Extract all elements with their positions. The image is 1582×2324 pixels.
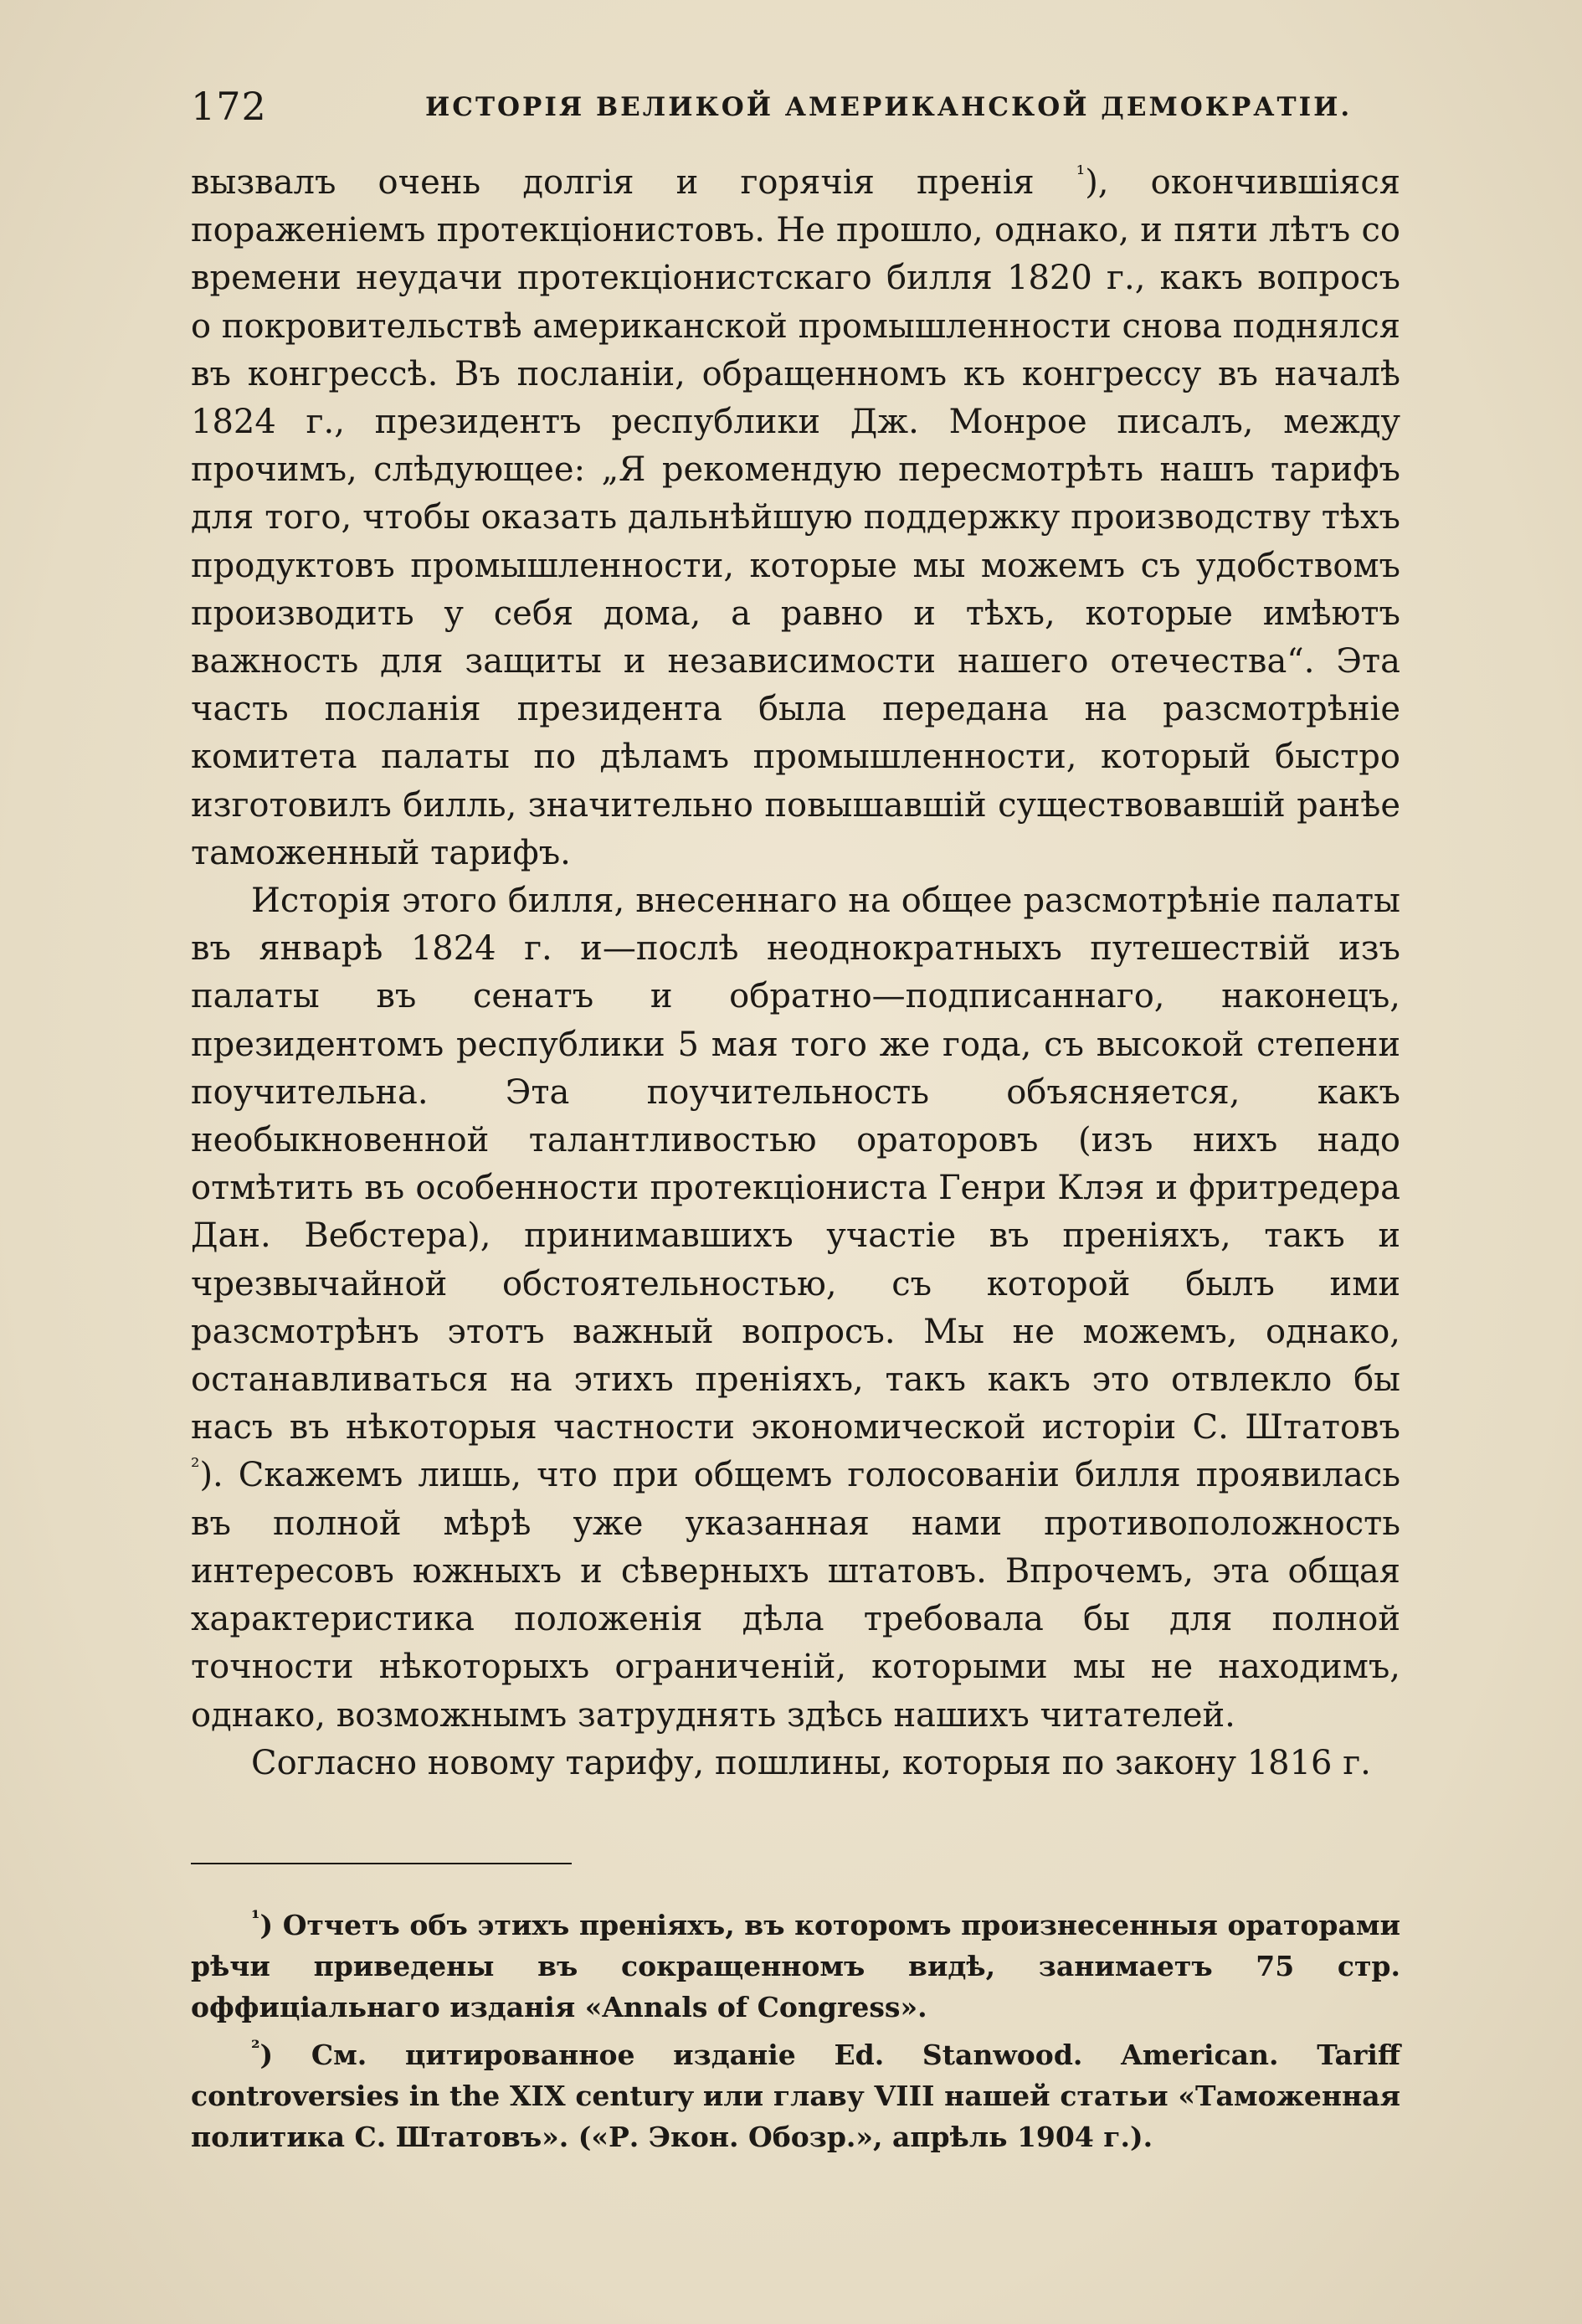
paragraph	[191, 1740, 1400, 1787]
footnote	[191, 1905, 1400, 2028]
footnotes	[191, 1905, 1400, 2164]
footnote-mark: ¹	[251, 1905, 260, 1930]
footnote-text: ) См. цитированное изданіе Ed. Stanwood. American. Tariff controversies in the XIX century или главу VIII нашей статьи «Таможенная политика С. Штатовъ». («Р. Экон. Обозр.», апрѣль 1904 г.).	[191, 2039, 1400, 2153]
footnote-mark: ²	[251, 2035, 260, 2059]
page-header	[191, 84, 1405, 134]
body-text	[191, 159, 1400, 1787]
paragraph-text: Согласно новому тарифу, пошлины, которыя по закону 1816 г.	[251, 1743, 1371, 1782]
paragraph-text: Исторія этого билля, внесеннаго на общее разсмотрѣніе палаты въ январѣ 1824 г. и—послѣ неоднократныхъ путешествій изъ палаты въ сенатъ и обратно—подписаннаго, наконецъ, президентомъ республики 5 мая того же года, съ высокой степени поучительна. Эта поучительность объясняется, какъ необыкновенной талантливостью ораторовъ (изъ нихъ надо отмѣтить въ особенности протекціониста Генри Клэя и фритредера Дан. Вебстера), принимавшихъ участіе въ преніяхъ, такъ и чрезвычайной обстоятельностью, съ которой былъ ими разсмотрѣнъ этотъ важный вопросъ. Мы не можемъ, однако, останавливаться на этихъ преніяхъ, такъ какъ это отвлекло бы насъ въ нѣкоторыя частности экономической исторіи С. Штатовъ	[191, 882, 1400, 1447]
footnote-text: ) Отчетъ объ этихъ преніяхъ, въ которомъ произнесенныя ораторами рѣчи приведены въ сокращенномъ видѣ, занимаетъ 75 стр. оффиціальнаго изданія «Annals of Congress».	[191, 1909, 1400, 2023]
page-number: 172	[191, 84, 267, 129]
footnote	[191, 2034, 1400, 2157]
paragraph	[191, 159, 1400, 877]
paragraph-text: ), окончившіяся пораженіемъ протекціонистовъ. Не прошло, однако, и пяти лѣтъ со времени неудачи протекціонистскаго билля 1820 г., какъ вопросъ о покровительствѣ американской промышленности снова поднялся въ конгрессѣ. Въ посланіи, обращенномъ къ конгрессу въ началѣ 1824 г., президентъ республики Дж. Монрое писалъ, между прочимъ, слѣдующее: „Я рекомендую пересмотрѣть нашъ тарифъ для того, чтобы оказать дальнѣйшую поддержку производству тѣхъ продуктовъ промышленности, которые мы можемъ съ удобствомъ производить у себя дома, а равно и тѣхъ, которые имѣютъ важность для защиты и независимости нашего отечества“. Эта часть посланія президента была передана на разсмотрѣніе комитета палаты по дѣламъ промышленности, который быстро изготовилъ билль, значительно повышавшій существовавшій ранѣе таможенный тарифъ.	[191, 163, 1400, 872]
paragraph	[191, 877, 1400, 1740]
paragraph-text: ). Скажемъ лишь, что при общемъ голосованіи билля проявилась въ полной мѣрѣ уже указанная нами противоположность интересовъ южныхъ и сѣверныхъ штатовъ. Впрочемъ, эта общая характеристика положенія дѣла требовала бы для полной точности нѣкоторыхъ ограниченій, которыми мы не находимъ, однако, возможнымъ затруднять здѣсь нашихъ читателей.	[191, 1456, 1400, 1735]
running-head: ИСТОРІЯ ВЕЛИКОЙ АМЕРИКАНСКОЙ ДЕМОКРАТІИ.	[425, 92, 1353, 122]
paragraph-text: вызвалъ очень долгія и горячія пренія	[191, 163, 1076, 202]
footnote-reference: ²	[191, 1455, 200, 1481]
footnote-separator	[191, 1863, 572, 1864]
footnote-reference: ¹	[1076, 162, 1086, 188]
